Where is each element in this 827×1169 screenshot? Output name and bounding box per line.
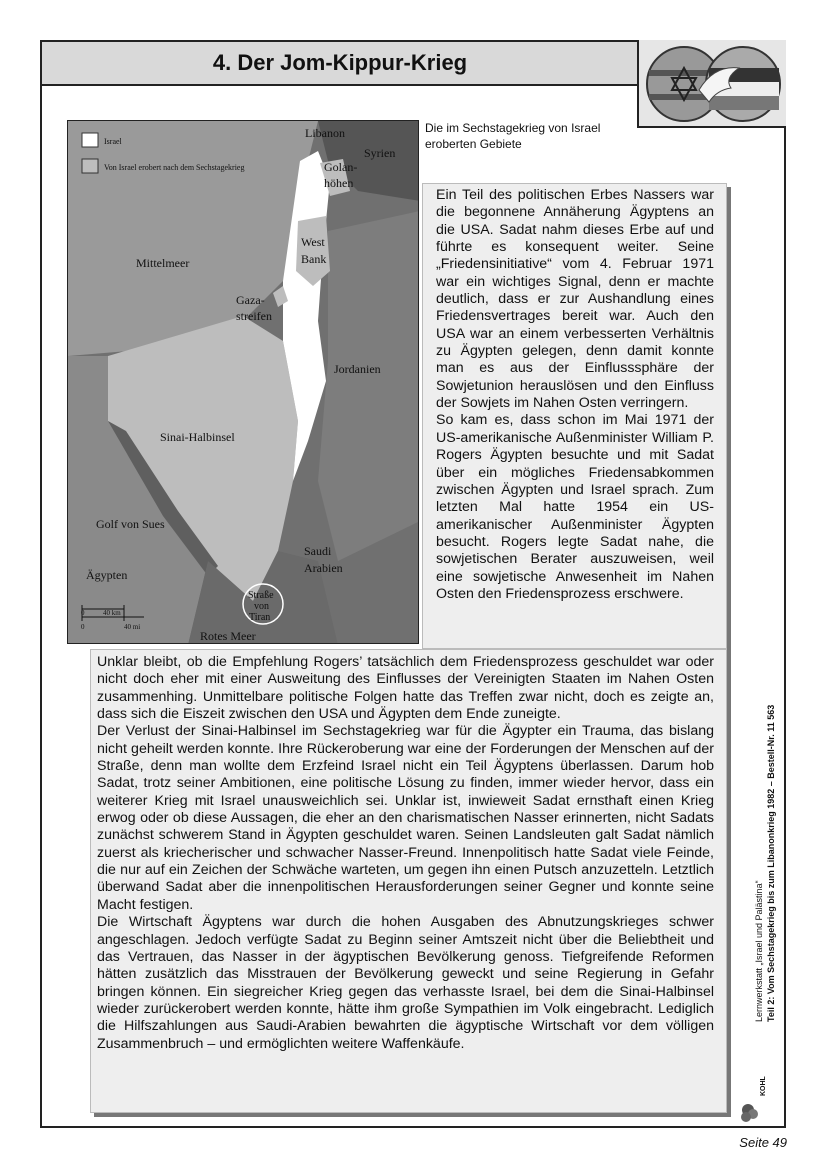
label-rotesmeer: Rotes Meer (200, 629, 256, 643)
page-number: Seite 49 (739, 1135, 787, 1150)
middle-east-map (67, 120, 419, 644)
sidebar-part: Teil 2: Vom Sechstagekrieg bis zum Libanonkrieg 1982 – Bestell-Nr. 11 563 (766, 704, 776, 1022)
title-bar (40, 40, 640, 86)
publisher-name: KOHL (760, 1076, 767, 1096)
sidebar-series: Lernwerkstatt „Israel und Palästina“ (754, 880, 764, 1022)
page-title: 4. Der Jom-Kippur-Krieg (212, 50, 468, 75)
label-sinai: Sinai-Halbinsel (160, 430, 235, 444)
scale-km: 40 km (103, 609, 121, 617)
label-golan: Golan- (324, 160, 358, 174)
legend-conquered: Von Israel erobert nach dem Sechstagekrieg (104, 163, 245, 172)
label-westbank: West (301, 235, 325, 249)
chapter-logo (637, 40, 786, 128)
label-golan-2: höhen (324, 176, 354, 190)
label-libanon: Libanon (305, 126, 345, 140)
map-caption: Die im Sechstagekrieg von Israel eroberten Gebiete (425, 121, 601, 151)
label-tiran-3: Tiran (249, 612, 271, 623)
paragraph: Die Wirtschaft Ägyptens war durch die hohen Ausgaben des Abnutzungskrieges schwer angeschlagen. Jedoch verfügte Sadat zu Beginn seiner Amtszeit nicht über die Beliebtheit und das Vertrauen, das Nasser in der ägyptischen Bevölkerung genoss. Tiefgreifende Reformen hätten zusätzlich das Misstrauen der Bevölkerung geweckt und seine Regierung in Gefahr bringen können. Ein siegreicher Krieg gegen das verhasste Israel, bei dem die Sinai-Halbinsel wieder zurückerobert werden konnte, hätte ihm große Sympathien im Volk eingebracht. Lediglich die Hilfszahlungen aus Saudi-Arabien bewahrten die ägyptische Wirtschaft vor dem völligen Zusammenbruch – und ermöglichten weitere Waffenkäufe. (97, 914, 714, 1052)
label-gaza-2: streifen (236, 309, 272, 323)
label-westbank-2: Bank (301, 252, 327, 266)
label-gaza: Gaza- (236, 293, 265, 307)
label-saudi: Saudi (304, 544, 332, 558)
publisher-logo-icon (740, 1100, 760, 1124)
paragraph: So kam es, dass schon im Mai 1971 der US-amerikanische Außenminister William P. Rogers Ägypten besuchte und mit Sadat über ein mögliches Friedensabkommen zwischen Ägypten und Israel sprach. Zum letzten Mal hatte 1954 ein US-amerikanischer Außenminister Ägypten besucht. Rogers legte Sadat nahe, die sowjetischen Berater auszuweisen, weil eine sowjetische Anwesenheit im Nahen Osten den Friedensprozess erschwere. (436, 412, 714, 602)
paragraph: Ein Teil des politischen Erbes Nassers war die begonnene Annäherung Ägyptens an die USA. Sadat nahm dieses Erbe auf und führte es konsequent weiter. Seine „Friedensinitiative“ vom 4. Februar 1971 war ein wichtiges Signal, denn er machte deutlich, dass er zur Aushandlung eines Friedensvertrages bereit war. Auch den USA war an einem verbesserten Verhältnis zu Ägypten gelegen, denn damit konnte man es aus der Einflusssphäre der Sowjetunion herauslösen und den Einfluss der Sowjets im Nahen Osten verringern. (436, 187, 714, 412)
label-saudi-2: Arabien (304, 561, 343, 575)
scale-zero-km: 0 (81, 609, 85, 617)
publisher-sidebar (740, 680, 800, 1120)
label-aegypten: Ägypten (86, 568, 128, 582)
paragraph: Unklar bleibt, ob die Empfehlung Rogers’ tatsächlich dem Friedensprozess geschuldet war oder nicht doch eher mit einer Ausweitung des Einflusses der Vereinigten Staaten im Nahen Osten zusammenhing. Unmittelbare politische Folgen hatte das Treffen zwar nicht, doch es zeigte an, dass sich die Eiszeit zwischen den USA und Ägypten dem Ende zuneigte. (97, 654, 714, 723)
paragraph: Der Verlust der Sinai-Halbinsel im Sechstagekrieg war für die Ägypter ein Trauma, das bislang nicht geheilt werden konnte. Ihre Rückeroberung war eine der Forderungen der Menschen auf der Straße, denn man wollte dem Erzfeind Israel nicht ein Teil Ägyptens überlassen. Darum hob Sadat, trotz seiner Ambitionen, eine politische Lösung zu finden, immer wieder hervor, dass ein weiterer Krieg mit Israel unausweichlich sei. Unklar ist, inwieweit Sadat ernsthaft einen Krieg erwog oder ob diese Aussagen, die eher an den charismatischen Nasser erinnerten, nicht Sadats zunächst schwerem Stand in Ägypten geschuldet waren. Seinen Landsleuten galt Sadat nämlich zuerst als kriecherischer und schwacher Nasser-Freund. Innenpolitisch hatte Sadat viele Feinde, die nur auf ein Zeichen der Schwäche warteten, um gegen ihn einen Putsch anzuzetteln. Letztlich überwand Sadat aber die innenpolitischen Herausforderungen seiner Gegner und konnte seine Macht festigen. (97, 723, 714, 913)
scale-zero-mi: 0 (81, 623, 85, 631)
label-mittelmeer: Mittelmeer (136, 256, 190, 270)
label-tiran: Straße (248, 590, 274, 601)
label-tiran-2: von (254, 601, 269, 612)
label-syrien: Syrien (364, 146, 396, 160)
scale-mi: 40 mi (124, 623, 141, 631)
label-jordanien: Jordanien (334, 362, 381, 376)
body-text-right (436, 187, 714, 603)
label-golf: Golf von Sues (96, 517, 165, 531)
body-text-bottom (97, 654, 714, 1053)
legend-israel: Israel (104, 137, 122, 146)
